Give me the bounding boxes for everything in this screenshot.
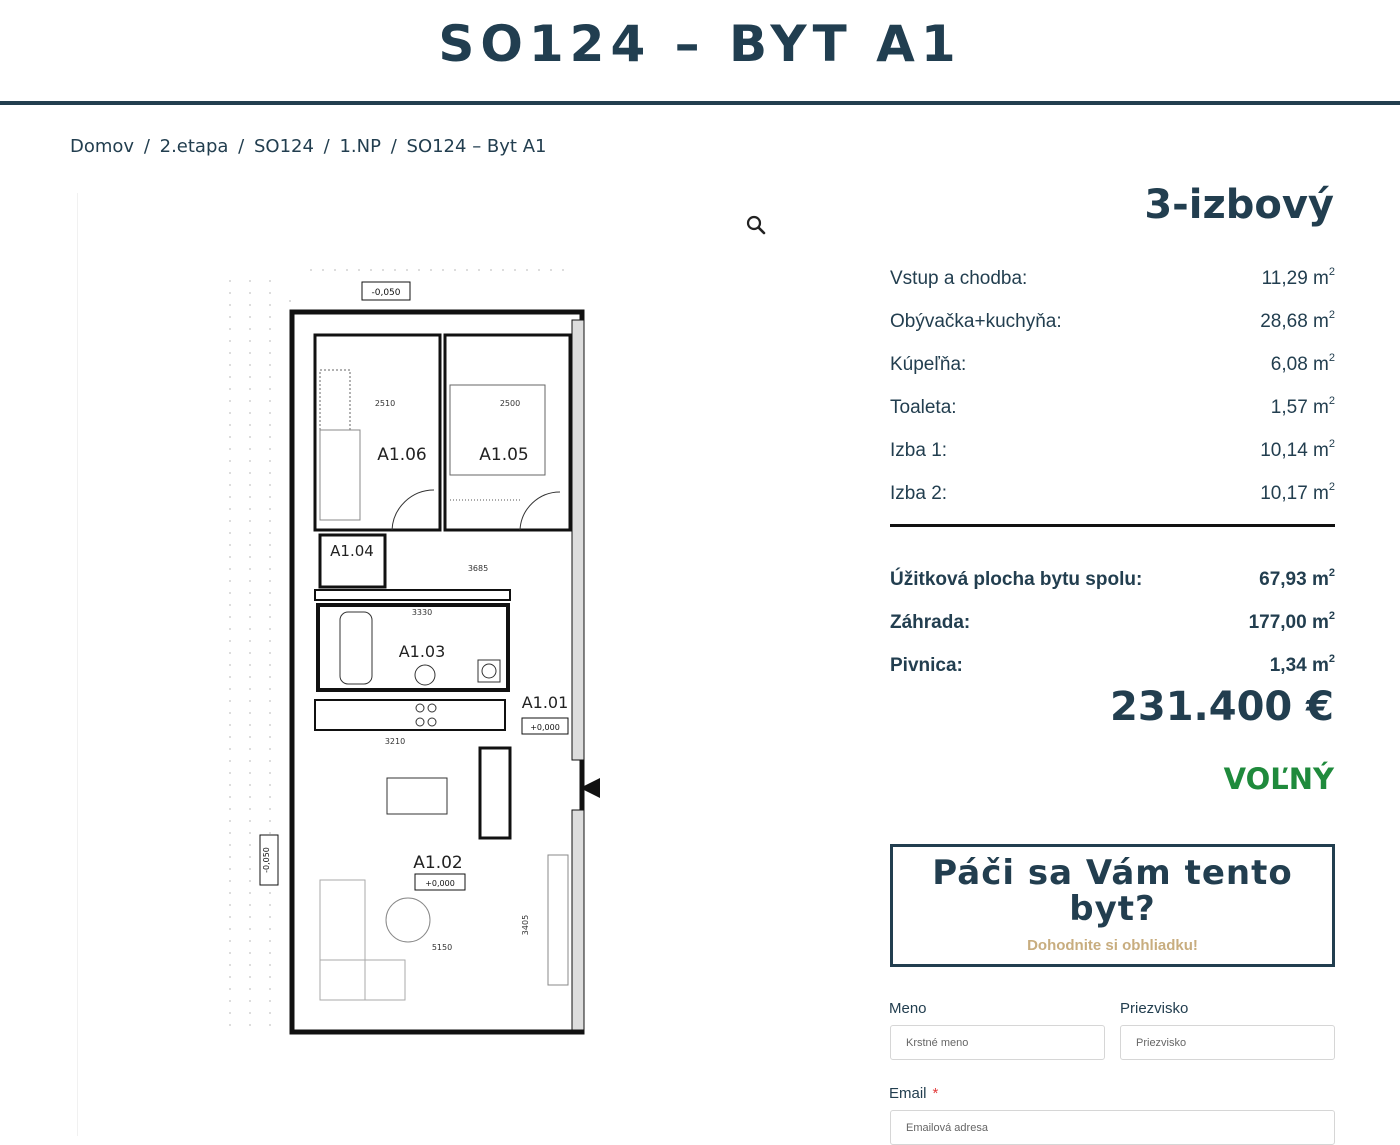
last-name-label: Priezvisko <box>1120 1000 1189 1017</box>
breadcrumb <box>70 136 546 157</box>
cellar-area-row <box>890 644 1335 687</box>
required-mark: * <box>932 1085 939 1102</box>
room-area-label: Obývačka+kuchyňa: <box>890 311 1062 332</box>
room-area-row <box>890 429 1335 472</box>
room-area-value: 28,68 $m^2$ <box>1260 309 1335 332</box>
room-area-label: Izba 2: <box>890 483 948 504</box>
first-name-label: Meno <box>889 1000 927 1017</box>
room-area-list <box>890 257 1335 515</box>
availability-status: VOĽNÝ <box>1223 762 1334 796</box>
totals-divider <box>890 524 1335 527</box>
title-divider <box>0 101 1400 105</box>
first-name-input[interactable] <box>890 1025 1105 1060</box>
floorplan-room-a101: A1.01 <box>521 693 569 712</box>
breadcrumb-separator: / <box>323 136 330 157</box>
rooms-count-title: 3-izbový <box>1144 182 1334 228</box>
breadcrumb-current: SO124 – Byt A1 <box>406 136 547 157</box>
floorplan-level-top: -0,050 <box>371 288 401 298</box>
floorplan-dim-2510: 2510 <box>374 399 396 408</box>
email-label-group <box>889 1085 938 1102</box>
floorplan-room-a106: A1.06 <box>377 445 427 465</box>
floorplan-level-a101: +0,000 <box>530 723 560 732</box>
floorplan-dim-3405: 3405 <box>521 914 530 936</box>
floorplan-dim-2500: 2500 <box>499 399 521 408</box>
floorplan-room-a103: A1.03 <box>398 642 446 661</box>
magnifier-icon[interactable] <box>745 214 767 236</box>
garden-area-row <box>890 601 1335 644</box>
cta-subtitle: Dohodnite si obhliadku! <box>1027 937 1198 954</box>
floorplan-room-a104: A1.04 <box>330 542 374 560</box>
garden-area-value: 177,00 $m^2$ <box>1248 610 1335 633</box>
email-label: Email <box>889 1085 927 1102</box>
room-area-value: 10,17 $m^2$ <box>1260 481 1335 504</box>
breadcrumb-link-floor[interactable]: 1.NP <box>339 136 381 157</box>
viewing-cta-box <box>890 844 1335 967</box>
email-input[interactable] <box>890 1110 1335 1145</box>
room-area-label: Kúpeľňa: <box>890 354 967 375</box>
cta-title: Páči sa Vám tento byt? <box>932 853 1293 929</box>
floorplan-dim-3330: 3330 <box>411 608 433 617</box>
room-area-label: Vstup a chodba: <box>890 268 1028 289</box>
room-area-value: 11,29 $m^2$ <box>1261 266 1335 289</box>
price: 231.400 € <box>1110 684 1334 730</box>
room-area-row <box>890 386 1335 429</box>
room-area-value: 1,57 $m^2$ <box>1270 395 1335 418</box>
floorplan-dim-5150: 5150 <box>431 943 453 952</box>
room-area-row <box>890 300 1335 343</box>
floorplan-dim-3685: 3685 <box>467 564 489 573</box>
room-area-row <box>890 343 1335 386</box>
cellar-area-label: Pivnica: <box>890 655 963 676</box>
total-area-label: Úžitková plocha bytu spolu: <box>890 569 1143 590</box>
garden-area-label: Záhrada: <box>890 612 971 633</box>
floorplan-dim-3210: 3210 <box>384 737 406 746</box>
page-title: SO124 – BYT A1 <box>438 15 962 73</box>
cellar-area-value: 1,34 $m^2$ <box>1269 653 1335 676</box>
room-area-label: Toaleta: <box>890 397 957 418</box>
floorplan-image[interactable] <box>220 260 600 1050</box>
breadcrumb-link-home[interactable]: Domov <box>70 136 135 157</box>
breadcrumb-link-building[interactable]: SO124 <box>253 136 314 157</box>
breadcrumb-separator: / <box>143 136 150 157</box>
breadcrumb-separator: / <box>238 136 245 157</box>
room-area-row <box>890 257 1335 300</box>
room-area-row <box>890 472 1335 515</box>
total-area-value: 67,93 $m^2$ <box>1259 567 1335 590</box>
totals-list <box>890 558 1335 687</box>
room-area-value: 10,14 $m^2$ <box>1260 438 1335 461</box>
floorplan-room-a102: A1.02 <box>413 853 463 873</box>
last-name-input[interactable] <box>1120 1025 1335 1060</box>
room-area-value: 6,08 $m^2$ <box>1270 352 1335 375</box>
breadcrumb-link-etapa[interactable]: 2.etapa <box>159 136 229 157</box>
floorplan-level-left: -0,050 <box>262 847 271 873</box>
room-area-label: Izba 1: <box>890 440 948 461</box>
breadcrumb-separator: / <box>390 136 397 157</box>
floorplan-room-a105: A1.05 <box>479 445 529 465</box>
total-area-row <box>890 558 1335 601</box>
floorplan-level-a102: +0,000 <box>425 879 455 888</box>
